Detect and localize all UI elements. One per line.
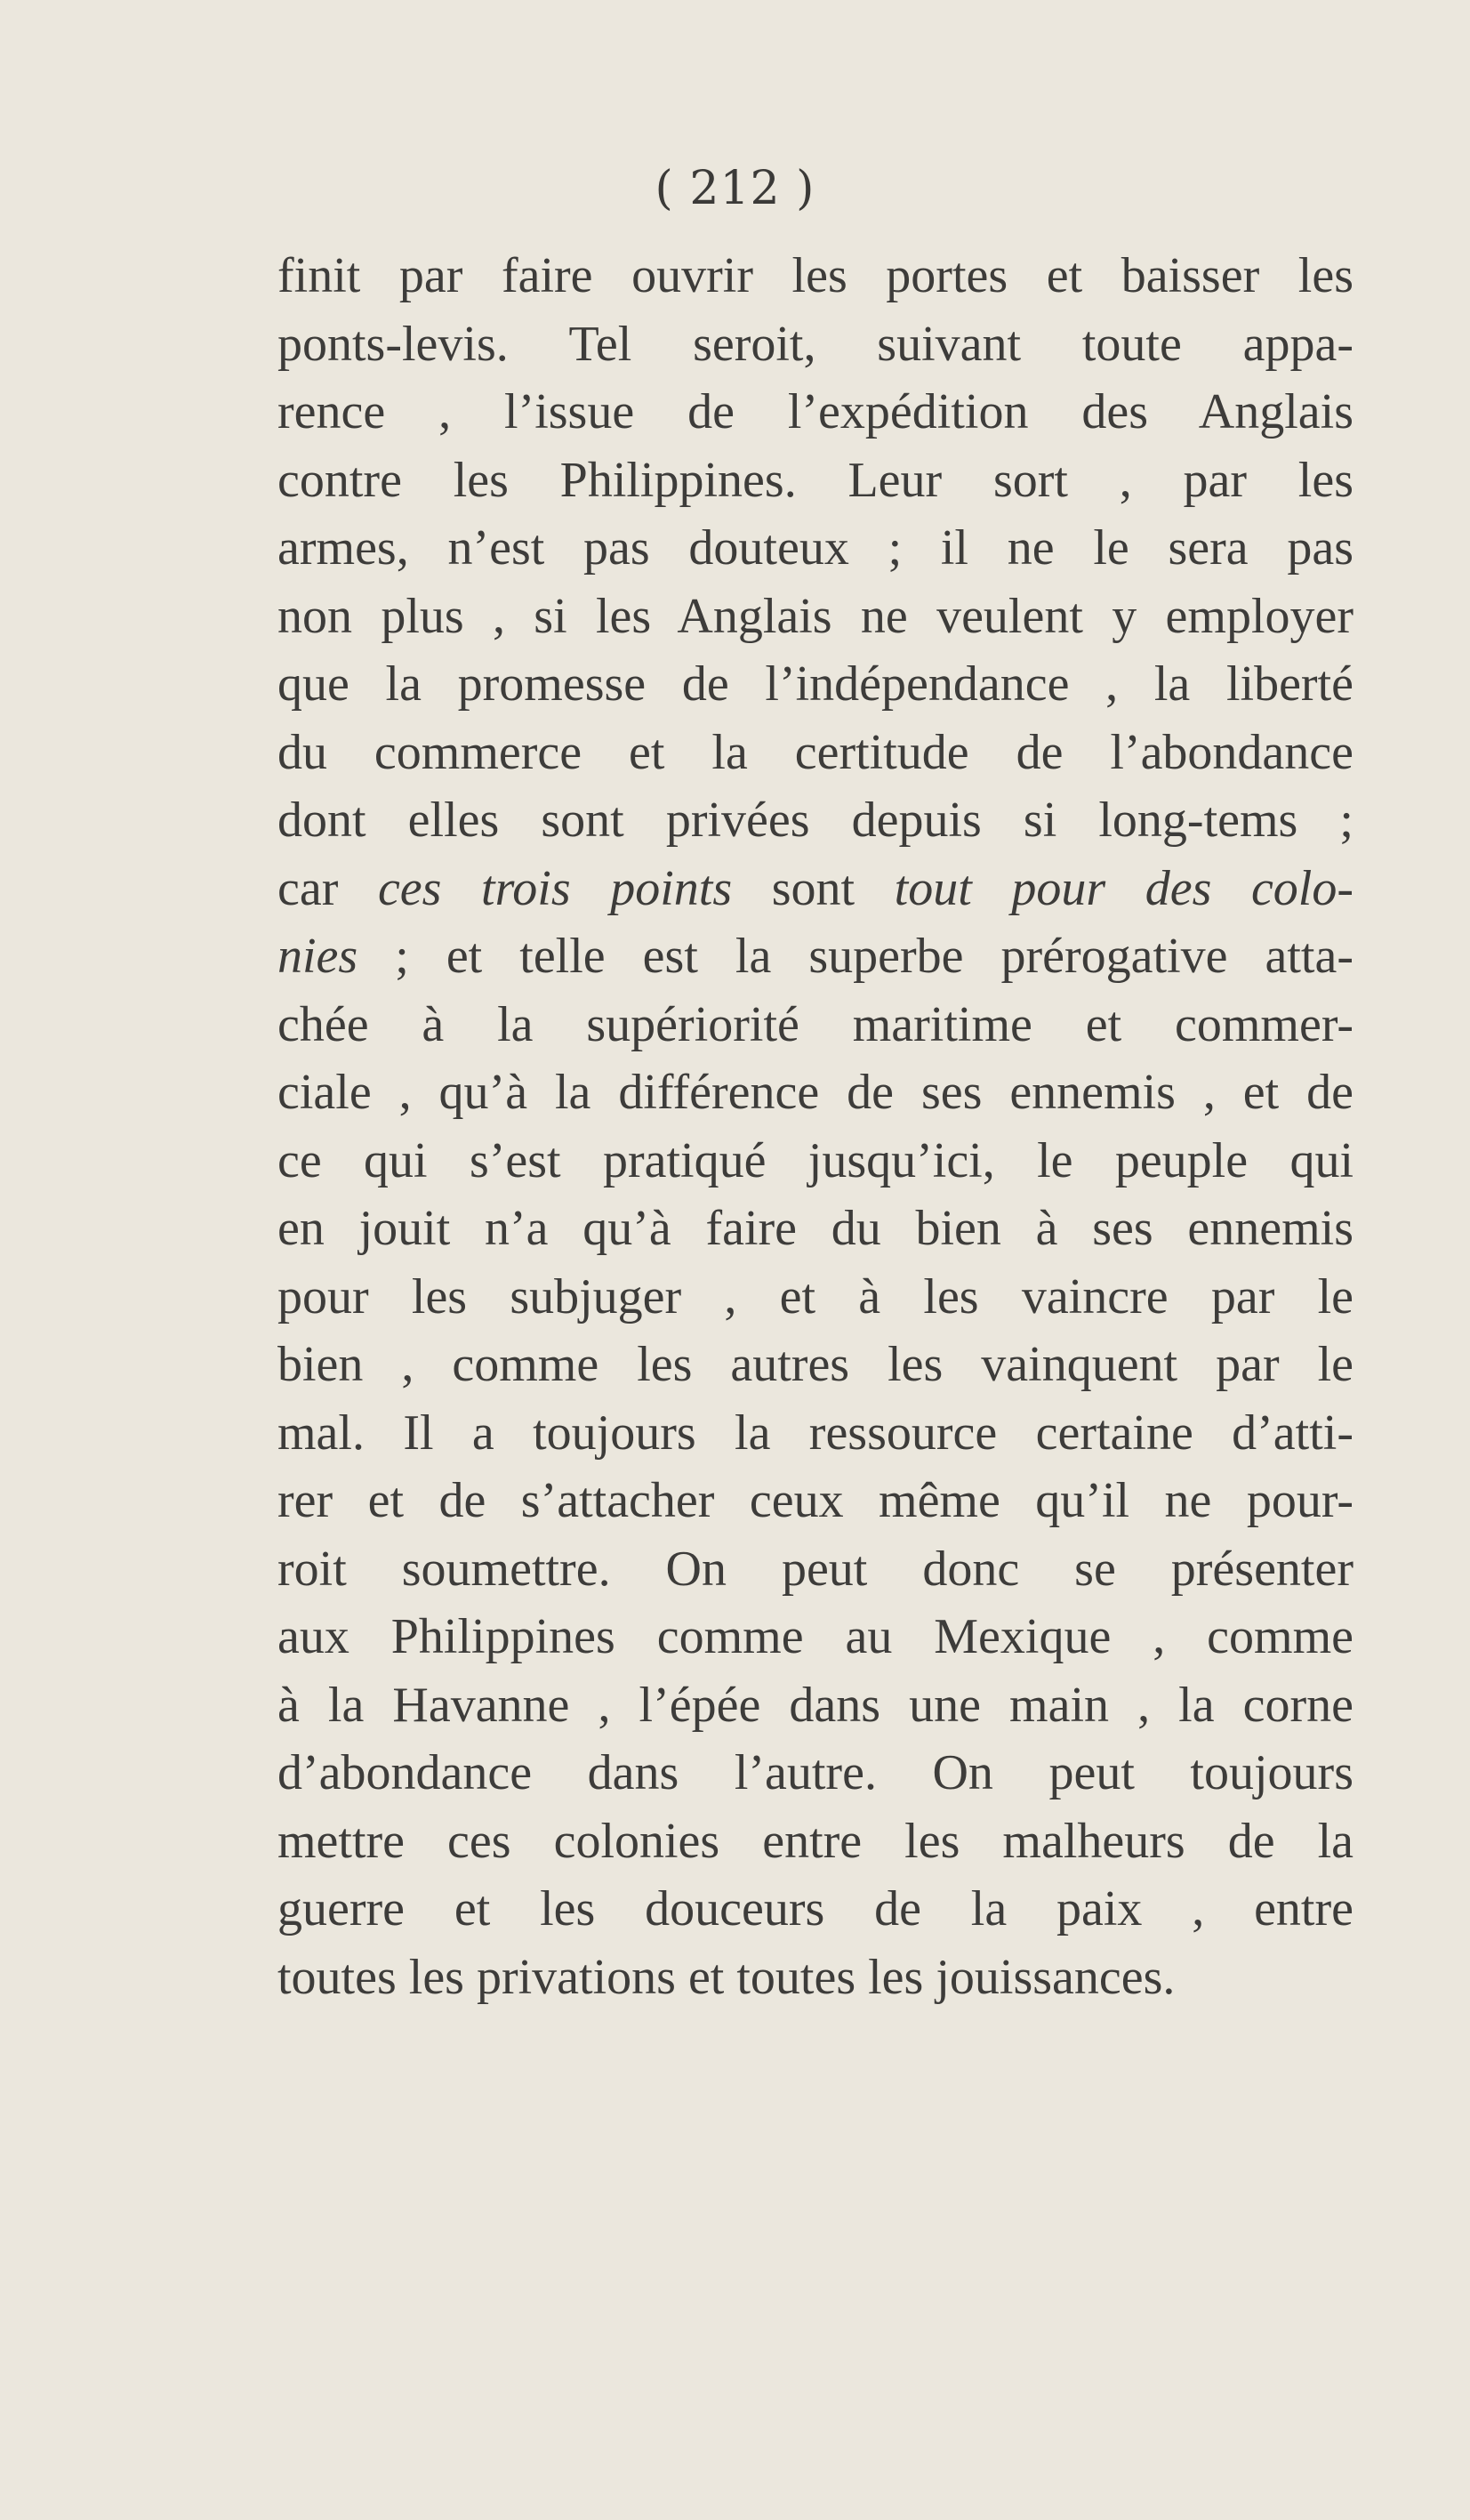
text-line: chée à la supériorité maritime et commer- [277, 996, 1354, 1052]
body-text [277, 242, 1354, 2011]
text-line: mal. Il a toujours la ressource certaine d’atti- [277, 1405, 1354, 1461]
text-line: roit soumettre. On peut donc se présenter [277, 1541, 1354, 1597]
text-segment: car [277, 860, 378, 916]
text-line: ciale , qu’à la différence de ses ennemis , et de [277, 1065, 1354, 1120]
text-line: rence , l’issue de l’expédition des Anglais [277, 384, 1354, 439]
text-line: ponts-levis. Tel seroit, suivant toute appa- [277, 316, 1354, 372]
text-line: du commerce et la certitude de l’abondance [277, 724, 1354, 780]
text-line: ce qui s’est pratiqué jusqu’ici, le peuple qui [277, 1132, 1354, 1188]
text-line-with-italics [277, 855, 1354, 923]
text-segment: ; et telle est la superbe prérogative atta- [357, 929, 1354, 984]
text-line-last: toutes les privations et toutes les jouissances. [277, 1949, 1176, 2005]
text-line: finit par faire ouvrir les portes et baisser les [277, 248, 1354, 303]
text-line: d’abondance dans l’autre. On peut toujours [277, 1745, 1354, 1800]
italic-phrase: tout pour des colo- [894, 860, 1354, 916]
text-line: que la promesse de l’indépendance , la liberté [277, 656, 1354, 712]
text-line: mettre ces colonies entre les malheurs de la [277, 1813, 1354, 1869]
text-line: armes, n’est pas douteux ; il ne le sera pas [277, 520, 1354, 576]
text-line: aux Philippines comme au Mexique , comme [277, 1609, 1354, 1664]
text-line: pour les subjuger , et à les vaincre par le [277, 1268, 1354, 1324]
text-line: à la Havanne , l’épée dans une main , la corne [277, 1677, 1354, 1733]
text-line: dont elles sont privées depuis si long-tems ; [277, 793, 1354, 848]
text-line: bien , comme les autres les vainquent par le [277, 1337, 1354, 1392]
italic-phrase: nies [277, 929, 358, 984]
text-segment: sont [732, 860, 895, 916]
text-line: guerre et les douceurs de la paix , entre [277, 1881, 1354, 1936]
italic-phrase: ces trois points [377, 860, 733, 916]
text-line: en jouit n’a qu’à faire du bien à ses ennemis [277, 1201, 1354, 1256]
text-line-with-italics [277, 922, 1354, 991]
text-line: rer et de s’attacher ceux même qu’il ne pour- [277, 1473, 1354, 1528]
text-line: contre les Philippines. Leur sort , par les [277, 452, 1354, 508]
page-number-header: ( 212 ) [655, 162, 815, 215]
text-line: non plus , si les Anglais ne veulent y employer [277, 588, 1354, 644]
